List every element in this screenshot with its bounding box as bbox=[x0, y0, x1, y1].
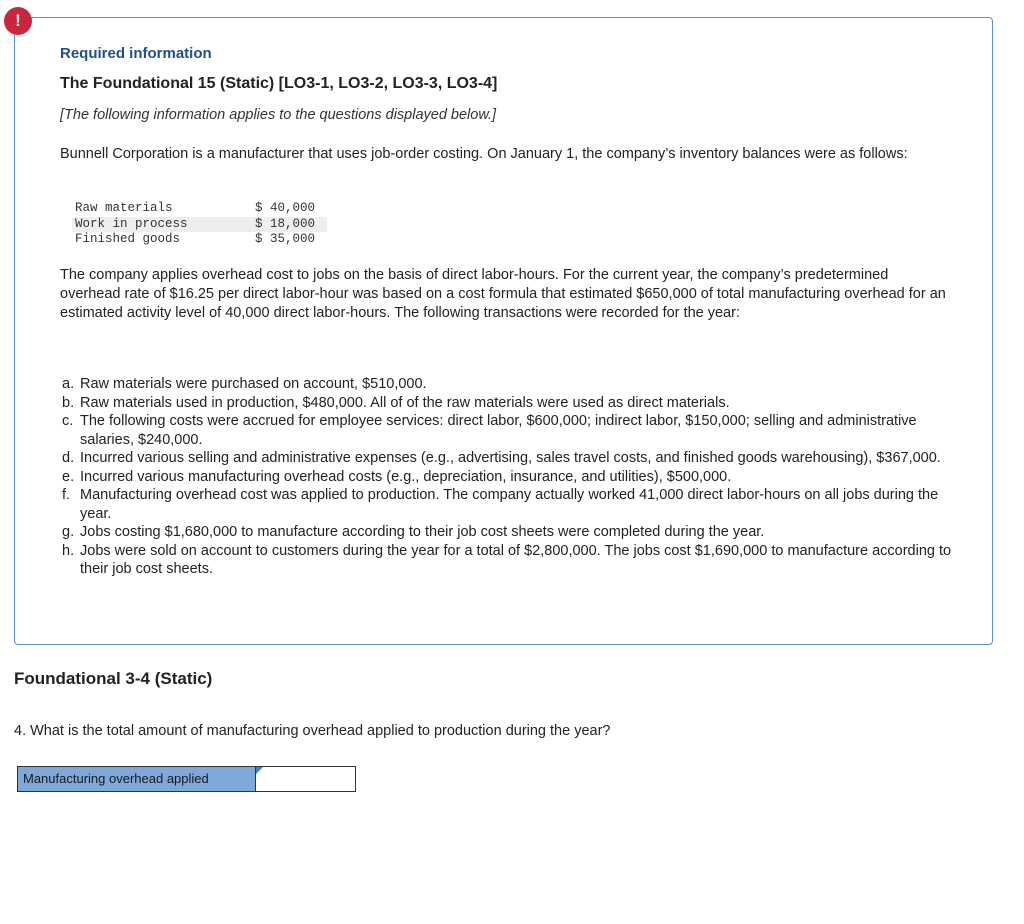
list-item bbox=[62, 542, 962, 579]
list-item bbox=[62, 375, 962, 394]
item-letter: g. bbox=[62, 524, 75, 540]
list-item bbox=[62, 468, 962, 487]
item-letter: f. bbox=[62, 487, 71, 503]
transactions-list bbox=[62, 375, 962, 579]
balance-label: Work in process bbox=[72, 217, 252, 233]
manufacturing-overhead-applied-input[interactable] bbox=[256, 767, 355, 791]
item-letter: d. bbox=[62, 450, 75, 466]
answer-row bbox=[17, 766, 356, 792]
answer-label: Manufacturing overhead applied bbox=[18, 767, 256, 791]
list-item bbox=[62, 486, 962, 523]
balance-label: Finished goods bbox=[75, 232, 181, 246]
list-item bbox=[62, 412, 962, 449]
overhead-paragraph: The company applies overhead cost to jobs on the basis of direct labor-hours. For the current year, the company’s predetermined overhead rate of $16.25 per direct labor-hour was based on a cost formula that estimated $650,000 of total manufacturing overhead for an estimated activity level of 40,000 direct labor-hours. The following transactions were recorded for the year: bbox=[60, 267, 946, 321]
balance-amount: $ 18,000 bbox=[252, 217, 327, 233]
item-text: Raw materials were purchased on account, $510,000. bbox=[80, 376, 427, 392]
required-information-heading: Required information bbox=[60, 45, 212, 62]
item-letter: c. bbox=[62, 413, 74, 429]
item-text: Incurred various manufacturing overhead costs (e.g., depreciation, insurance, and utilities), $500,000. bbox=[80, 468, 732, 485]
balance-label: Raw materials bbox=[75, 201, 173, 215]
problem-title: The Foundational 15 (Static) [LO3-1, LO3-2, LO3-3, LO3-4] bbox=[60, 75, 498, 92]
applies-note: [The following information applies to the questions displayed below.] bbox=[60, 107, 497, 123]
item-letter: a. bbox=[62, 376, 75, 392]
table-row bbox=[72, 232, 327, 248]
item-text: Manufacturing overhead cost was applied to production. The company actually worked 41,000 direct labor-hours on all jobs during the year. bbox=[80, 487, 939, 522]
item-letter: e. bbox=[62, 468, 75, 485]
item-letter: h. bbox=[62, 542, 75, 559]
item-text: Raw materials used in production, $480,000. All of of the raw materials were used as direct materials. bbox=[80, 394, 730, 411]
item-text: The following costs were accrued for employee services: direct labor, $600,000; indirect labor, $150,000; selling and administrative salaries, $240,000. bbox=[80, 413, 917, 448]
balance-amount: $ 40,000 bbox=[255, 201, 316, 215]
required-flag-icon bbox=[256, 767, 263, 774]
item-text: Jobs were sold on account to customers during the year for a total of $2,800,000. The jobs cost $1,690,000 to manufacture according to their job cost sheets. bbox=[80, 542, 952, 577]
item-letter: b. bbox=[62, 394, 75, 411]
item-text: Incurred various selling and administrative expenses (e.g., advertising, sales travel costs, and finished goods warehousing), $367,000. bbox=[80, 450, 941, 466]
inventory-balances-table bbox=[72, 201, 327, 248]
question-section-title: Foundational 3-4 (Static) bbox=[14, 669, 213, 688]
intro-paragraph: Bunnell Corporation is a manufacturer that uses job-order costing. On January 1, the company’s inventory balances were as follows: bbox=[60, 146, 908, 162]
balance-amount: $ 35,000 bbox=[255, 232, 316, 246]
item-text: Jobs costing $1,680,000 to manufacture according to their job cost sheets were completed during the year. bbox=[80, 524, 765, 540]
table-row bbox=[72, 201, 327, 217]
list-item bbox=[62, 394, 962, 413]
question-text: 4. What is the total amount of manufacturing overhead applied to production during the year? bbox=[14, 723, 611, 739]
alert-icon: ! bbox=[4, 7, 32, 35]
answer-input-container[interactable] bbox=[256, 767, 355, 791]
table-row bbox=[72, 217, 327, 233]
list-item bbox=[62, 449, 962, 468]
list-item bbox=[62, 523, 962, 542]
